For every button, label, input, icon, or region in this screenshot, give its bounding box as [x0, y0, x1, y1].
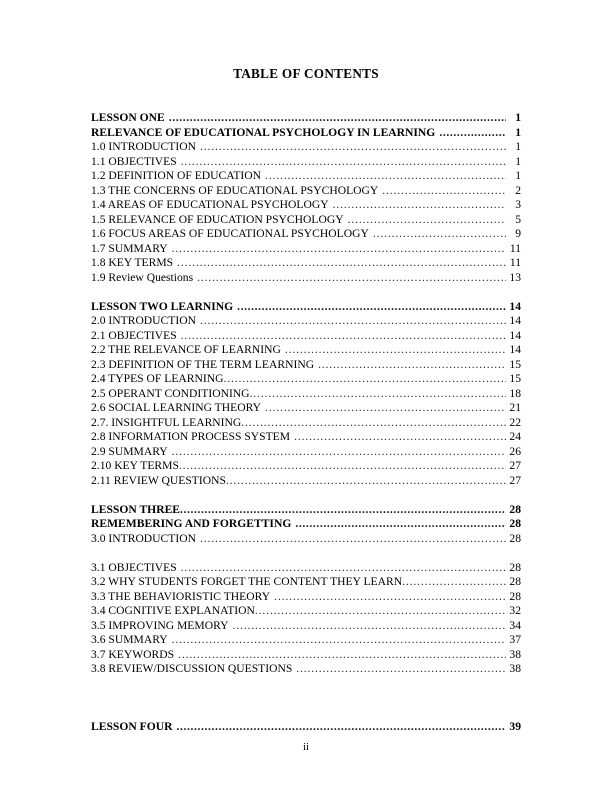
toc-entry-label: 1.5 RELEVANCE OF EDUCATION PSYCHOLOGY	[91, 212, 344, 226]
toc-entry-label: 1.1 OBJECTIVES	[91, 154, 177, 168]
toc-entry[interactable]	[91, 532, 521, 547]
toc-leader-dots	[172, 242, 506, 257]
toc-entry[interactable]	[91, 256, 521, 271]
toc-leader-dots	[348, 213, 506, 228]
table-of-contents	[91, 111, 521, 735]
toc-leader-dots	[294, 430, 506, 445]
toc-entry-label: 1.0 INTRODUCTION	[91, 140, 196, 153]
toc-entry[interactable]	[91, 329, 521, 344]
toc-entry-label: LESSON ONE	[91, 111, 165, 124]
toc-entry-label: 2.9 SUMMARY	[91, 444, 168, 458]
toc-entry-label: 3.8 REVIEW/DISCUSSION QUESTIONS	[91, 662, 293, 675]
toc-leader-dots	[172, 445, 506, 460]
toc-entry[interactable]	[91, 648, 521, 663]
toc-entry[interactable]	[91, 445, 521, 460]
toc-entry-page-number: 11	[509, 241, 521, 255]
toc-entry-label: 3.1 OBJECTIVES	[91, 560, 177, 574]
toc-entry[interactable]	[91, 227, 521, 242]
toc-entry-page-number: 21	[509, 401, 521, 414]
toc-entry-label: REMEMBERING AND FORGETTING	[91, 517, 292, 530]
toc-entry[interactable]	[91, 213, 521, 228]
toc-section-lesson-two	[91, 300, 521, 489]
toc-entry-page-number: 28	[509, 589, 521, 603]
toc-leader-dots	[274, 590, 506, 605]
toc-entry-page-number: 1	[515, 169, 521, 182]
toc-entry[interactable]	[91, 459, 521, 474]
toc-entry[interactable]	[91, 314, 521, 329]
toc-entry-page-number: 2	[515, 183, 521, 197]
toc-entry-page-number: 34	[509, 618, 521, 632]
toc-entry-label: 2.1 OBJECTIVES	[91, 328, 177, 342]
toc-entry[interactable]	[91, 387, 521, 402]
toc-entry[interactable]	[91, 358, 521, 373]
toc-entry-page-number: 13	[509, 270, 521, 284]
toc-leader-dots	[233, 619, 506, 634]
toc-entry[interactable]	[91, 271, 521, 286]
toc-leader-dots	[237, 300, 506, 315]
section-gap	[91, 285, 521, 300]
toc-entry-label: 2.7. INSIGHTFUL LEARNING	[91, 415, 242, 429]
toc-leader-dots	[181, 155, 506, 170]
toc-entry[interactable]	[91, 561, 521, 576]
toc-entry-page-number: 28	[509, 517, 521, 530]
toc-entry-page-number: 3	[515, 198, 521, 211]
toc-leader-dots	[178, 648, 506, 663]
toc-entry[interactable]	[91, 590, 521, 605]
toc-leader-dots	[181, 329, 506, 344]
toc-entry-page-number: 28	[509, 575, 521, 588]
toc-entry-label: 2.0 INTRODUCTION	[91, 314, 196, 327]
toc-leader-dots	[295, 517, 506, 532]
toc-entry-page-number: 1	[515, 111, 521, 124]
toc-entry[interactable]	[91, 720, 521, 735]
toc-entry-page-number: 24	[509, 430, 521, 443]
toc-entry-page-number: 28	[509, 531, 521, 545]
toc-leader-dots	[382, 184, 506, 199]
toc-entry[interactable]	[91, 619, 521, 634]
toc-entry-page-number: 27	[509, 473, 521, 487]
toc-entry-page-number: 14	[509, 314, 521, 327]
entry-spacer	[91, 546, 521, 561]
toc-entry-label: 3.7 KEYWORDS	[91, 647, 175, 661]
toc-entry-label: LESSON FOUR	[91, 720, 173, 733]
toc-entry[interactable]	[91, 198, 521, 213]
toc-leader-dots	[265, 169, 506, 184]
toc-leader-dots	[296, 662, 506, 677]
toc-entry-label: LESSON THREE	[91, 502, 181, 516]
toc-leader-dots	[241, 416, 506, 431]
toc-entry[interactable]	[91, 343, 521, 358]
section-gap	[91, 677, 521, 721]
toc-entry[interactable]	[91, 517, 521, 532]
toc-leader-dots	[200, 532, 506, 547]
toc-leader-dots	[179, 459, 506, 474]
toc-entry-label: 1.2 DEFINITION OF EDUCATION	[91, 169, 262, 182]
toc-entry-page-number: 14	[509, 343, 521, 356]
toc-entry-label: 1.7 SUMMARY	[91, 241, 168, 255]
toc-entry[interactable]	[91, 184, 521, 199]
toc-entry[interactable]	[91, 300, 521, 315]
toc-entry-page-number: 14	[509, 328, 521, 342]
toc-leader-dots	[223, 372, 506, 387]
toc-entry-page-number: 28	[509, 560, 521, 574]
toc-entry-label: RELEVANCE OF EDUCATIONAL PSYCHOLOGY IN LEARNING	[91, 125, 436, 139]
toc-leader-dots	[200, 314, 506, 329]
toc-leader-dots	[250, 387, 506, 402]
toc-entry-page-number: 38	[509, 647, 521, 661]
toc-entry-label: LESSON TWO LEARNING	[91, 299, 234, 313]
page-number-footer: ii	[303, 742, 309, 753]
toc-entry-label: 1.8 KEY TERMS	[91, 256, 174, 269]
toc-entry[interactable]	[91, 401, 521, 416]
toc-entry[interactable]	[91, 604, 521, 619]
toc-entry-page-number: 27	[509, 459, 521, 472]
toc-entry-page-number: 37	[509, 633, 521, 646]
toc-entry-label: 1.9 Review Questions	[91, 270, 194, 284]
toc-entry-page-number: 11	[509, 256, 521, 269]
toc-entry-page-number: 38	[509, 662, 521, 675]
toc-leader-dots	[402, 575, 506, 590]
toc-entry-label: 2.10 KEY TERMS	[91, 459, 179, 472]
toc-leader-dots	[172, 633, 506, 648]
toc-section-lesson-three	[91, 503, 521, 677]
toc-entry[interactable]	[91, 575, 521, 590]
toc-entry-page-number: 28	[509, 502, 521, 516]
toc-entry[interactable]	[91, 169, 521, 184]
toc-entry-label: 3.0 INTRODUCTION	[91, 531, 196, 545]
toc-leader-dots	[177, 720, 507, 735]
toc-leader-dots	[439, 126, 506, 141]
toc-leader-dots	[255, 604, 506, 619]
toc-leader-dots	[169, 111, 506, 126]
toc-entry-page-number: 18	[509, 386, 521, 400]
toc-entry-label: 2.5 OPERANT CONDITIONING	[91, 386, 250, 400]
toc-entry-label: 2.2 THE RELEVANCE OF LEARNING	[91, 343, 281, 356]
toc-entry-page-number: 5	[515, 212, 521, 226]
toc-entry-label: 2.8 INFORMATION PROCESS SYSTEM	[91, 430, 291, 443]
toc-section-lesson-one	[91, 111, 521, 285]
toc-entry-label: 2.11 REVIEW QUESTIONS	[91, 473, 226, 487]
toc-entry[interactable]	[91, 372, 521, 387]
toc-leader-dots	[333, 198, 506, 213]
toc-entry[interactable]	[91, 111, 521, 126]
toc-entry[interactable]	[91, 416, 521, 431]
section-gap	[91, 488, 521, 503]
toc-entry-label: 3.6 SUMMARY	[91, 633, 168, 646]
page-title: TABLE OF CONTENTS	[233, 66, 379, 81]
toc-entry-label: 3.2 WHY STUDENTS FORGET THE CONTENT THEY LEARN	[91, 575, 403, 588]
toc-entry-page-number: 26	[509, 444, 521, 458]
toc-leader-dots	[318, 358, 506, 373]
toc-leader-dots	[373, 227, 506, 242]
toc-entry-page-number: 1	[515, 125, 521, 139]
toc-entry-page-number: 1	[515, 140, 521, 153]
toc-entry-label: 2.4 TYPES OF LEARNING	[91, 372, 224, 385]
toc-entry[interactable]	[91, 126, 521, 141]
toc-entry-label: 2.3 DEFINITION OF THE TERM LEARNING	[91, 357, 315, 371]
toc-entry-page-number: 15	[509, 357, 521, 371]
toc-leader-dots	[181, 561, 506, 576]
toc-section-lesson-four	[91, 720, 521, 735]
toc-entry-page-number: 39	[509, 720, 521, 733]
toc-entry[interactable]	[91, 430, 521, 445]
toc-entry-label: 2.6 SOCIAL LEARNING THEORY	[91, 401, 262, 414]
toc-entry[interactable]	[91, 503, 521, 518]
toc-entry-page-number: 9	[515, 227, 521, 240]
toc-entry-label: 3.5 IMPROVING MEMORY	[91, 618, 229, 632]
toc-entry-label: 3.3 THE BEHAVIORISTIC THEORY	[91, 589, 271, 603]
toc-entry-page-number: 14	[509, 299, 521, 313]
toc-leader-dots	[200, 140, 506, 155]
toc-entry[interactable]	[91, 140, 521, 155]
toc-entry[interactable]	[91, 662, 521, 677]
toc-entry-label: 3.4 COGNITIVE EXPLANATION	[91, 604, 255, 617]
toc-entry[interactable]	[91, 155, 521, 170]
toc-entry[interactable]	[91, 633, 521, 648]
toc-entry-page-number: 15	[509, 372, 521, 385]
toc-leader-dots	[226, 474, 506, 489]
toc-entry-label: 1.4 AREAS OF EDUCATIONAL PSYCHOLOGY	[91, 198, 329, 211]
toc-leader-dots	[285, 343, 506, 358]
toc-entry-page-number: 1	[515, 154, 521, 168]
toc-leader-dots	[265, 401, 506, 416]
toc-leader-dots	[177, 256, 506, 271]
toc-entry-page-number: 32	[509, 604, 521, 617]
toc-leader-dots	[197, 271, 506, 286]
toc-entry[interactable]	[91, 474, 521, 489]
toc-entry-label: 1.6 FOCUS AREAS OF EDUCATIONAL PSYCHOLOGY	[91, 227, 369, 240]
toc-entry[interactable]	[91, 242, 521, 257]
toc-leader-dots	[180, 503, 506, 518]
toc-entry-page-number: 22	[509, 415, 521, 429]
toc-entry-label: 1.3 THE CONCERNS OF EDUCATIONAL PSYCHOLOGY	[91, 183, 379, 197]
